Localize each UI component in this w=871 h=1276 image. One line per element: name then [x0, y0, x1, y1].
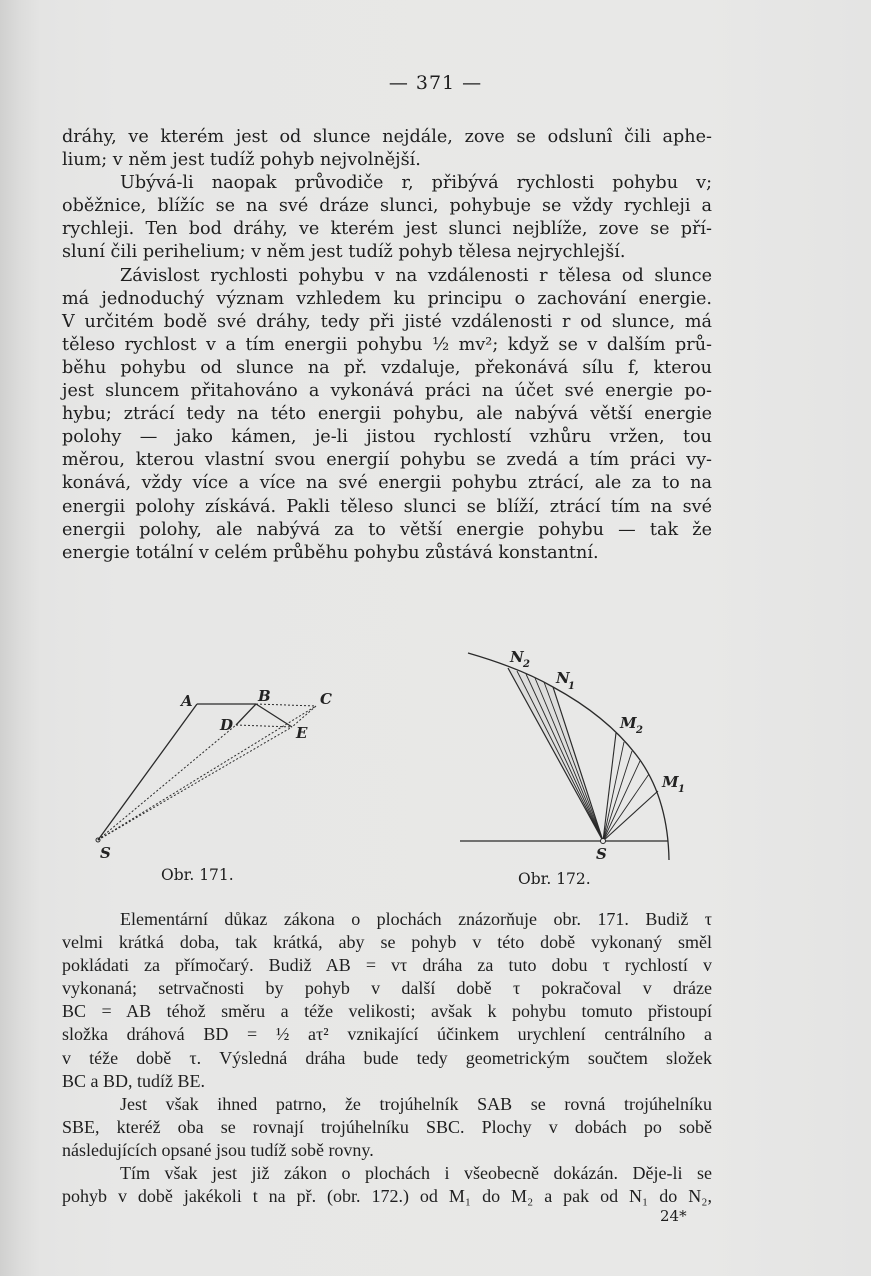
figure-172-caption: Obr. 172.: [518, 870, 591, 888]
text-line: BC = AB téhož směru a téže velikosti; avšak k pohybu tomuto přistoupí: [62, 1001, 712, 1022]
text-line: Tím však jest již zákon o plochách i všeobecně dokázán. Děje-li se: [120, 1163, 712, 1184]
figure-171: [96, 704, 316, 842]
fig172-label-m2: M: [620, 714, 637, 732]
text-line: rychleji. Ten bod dráhy, ve kterém jest slunci nejblíže, zove se pří-: [62, 219, 712, 240]
text-line: sluní čili perihelium; v něm jest tudíž pohyb tělesa nejrychlejší.: [62, 242, 626, 263]
text-line: pokládati za přímočarý. Budiž AB = vτ dráha za tuto dobu τ rychlostí v: [62, 955, 712, 976]
fig171-label-a: A: [181, 692, 193, 710]
text-line: lium; v něm jest tudíž pohyb nejvolnější.: [62, 150, 421, 171]
text-line: dráhy, ve kterém jest od slunce nejdále, zove se odslunî čili aphe-: [62, 127, 712, 147]
text-line: vykonaná; setrvačnosti by pohyb v další době τ pokračoval v dráze: [62, 978, 712, 999]
fig171-label-d: D: [220, 716, 234, 734]
text-line: měrou, kterou vlastní svou energií pohybu se zvedá a tím práci vy-: [62, 450, 712, 471]
text-line: energie totální v celém průběhu pohybu zůstává konstantní.: [62, 542, 599, 563]
text-line: V určitém bodě své dráhy, tedy při jisté vzdálenosti r od slunce, má: [62, 311, 712, 332]
text-line: oběžnice, blížíc se na své dráze slunci, pohybuje se vždy rychleji a: [62, 196, 712, 217]
fig172-label-n2-sub: 2: [523, 659, 530, 670]
fig171-label-c: C: [320, 690, 332, 708]
fig172-label-n1: N: [556, 669, 570, 687]
text-line: hybu; ztrácí tedy na této energii pohybu, ale nabývá větší energie: [62, 404, 712, 425]
text-line: má jednoduchý význam vzhledem ku principu o zachování energie.: [62, 288, 712, 309]
text-line: složka dráhová BD = ½ aτ² vznikající účinkem urychlení centrálního a: [62, 1024, 712, 1045]
text-line: BC a BD, tudíž BE.: [62, 1070, 205, 1091]
printer-signature: 24*: [660, 1207, 687, 1225]
page-number: — 371 —: [388, 72, 483, 94]
fig171-label-b: B: [258, 687, 271, 705]
fig172-label-n2: N: [510, 648, 524, 666]
text-line: SBE, kteréž oba se rovnají trojúhelníku SBC. Plochy v dobách po sobě: [62, 1116, 712, 1137]
text-line: konává, vždy více a více na své energii pohybu ztrácí, ale za to na: [62, 473, 712, 494]
text-section-2: [62, 908, 712, 1208]
fig171-label-e: E: [296, 724, 308, 742]
text-line: velmi krátká doba, tak krátká, aby se pohyb v této době vykonaný směl: [62, 932, 712, 953]
fig172-label-m2-sub: 2: [636, 725, 643, 736]
text-line: Ubývá-li naopak průvodiče r, přibývá rychlosti pohybu v;: [120, 173, 712, 194]
fig172-label-m1-sub: 1: [678, 784, 685, 795]
text-line: následujících opsané jsou tudíž sobě rovny.: [62, 1139, 374, 1160]
text-line: Jest však ihned patrno, že trojúhelník SAB se rovná trojúhelníku: [120, 1093, 712, 1114]
text-line: polohy — jako kámen, je-li jistou rychlostí vzhůru vržen, tou: [62, 427, 712, 448]
text-line: v téže době τ. Výsledná dráha bude tedy geometrickým součtem složek: [62, 1047, 712, 1068]
text-line: běhu pohybu od slunce na př. vzdaluje, překonává sílu f, kterou: [62, 357, 712, 378]
text-line: energii polohy získává. Pakli těleso slunci se blíží, ztrácí tím na své: [62, 496, 712, 517]
fig172-label-m1: M: [662, 773, 679, 791]
fig171-label-s: S: [100, 844, 111, 862]
fig172-label-s: S: [596, 845, 607, 863]
figure-171-caption: Obr. 171.: [161, 866, 234, 884]
text-line: pohyb v době jakékoli t na př. (obr. 172.) od M₁ do M₂ a pak od N₁ do N₂,: [62, 1186, 712, 1207]
text-line: Závislost rychlosti pohybu v na vzdálenosti r tělesa od slunce: [120, 265, 712, 286]
text-line: těleso rychlost v a tím energii pohybu ½ mv²; když se v dalším prů-: [62, 334, 712, 355]
text-line: energii polohy, ale nabývá za to větší energie pohybu — tak že: [62, 519, 712, 540]
fig172-label-n1-sub: 1: [568, 681, 575, 692]
text-line: Elementární důkaz zákona o plochách znázorňuje obr. 171. Budiž τ: [120, 909, 712, 929]
text-line: jest sluncem přitahováno a vykonává práci na účet své energie po-: [62, 381, 712, 402]
